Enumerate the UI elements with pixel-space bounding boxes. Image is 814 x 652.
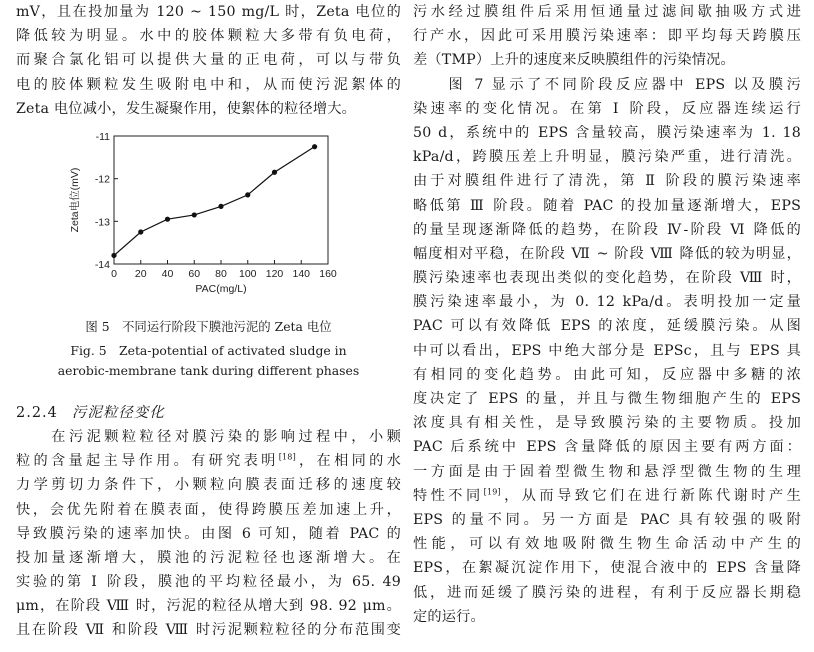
data-point — [165, 217, 170, 222]
text-line — [16, 425, 401, 449]
line-text: PAC 后系统中 EPS 含量降低的原因主要有两方面： — [413, 439, 801, 456]
line-text: 定的运行。 — [413, 608, 485, 625]
y-axis-label: Zeta电位(mV) — [69, 167, 81, 233]
text-line — [413, 194, 801, 218]
text-line — [16, 522, 401, 546]
text-line — [413, 169, 801, 193]
line-text: kPa/d，跨膜压差上升明显，膜污染严重，进行清洗。 — [413, 149, 801, 166]
text-line — [413, 363, 801, 387]
text-line — [16, 473, 401, 497]
line-text: 差（TMP）上升的速度来反映膜组件的污染情况。 — [413, 52, 735, 69]
line-text: 50 d，系统中的 EPS 含量较高，膜污染速率为 1. 18 — [413, 124, 801, 141]
right-column — [413, 0, 801, 629]
line-text-tail: ，从而导致它们在进行新陈代谢时产生 — [500, 487, 801, 504]
line-text: 粒的含量起主导作用。有研究表明 — [16, 453, 279, 470]
text-line — [413, 145, 801, 169]
text-line — [413, 581, 801, 605]
text-line — [413, 508, 801, 532]
text-line — [413, 460, 801, 484]
paragraph-particle-size — [16, 425, 401, 643]
data-point — [218, 204, 223, 209]
line-text: 图 7 显示了不同阶段反应器中 EPS 以及膜污 — [413, 76, 801, 93]
text-line — [413, 314, 801, 338]
line-text: 且在阶段 Ⅶ 和阶段 Ⅷ 时污泥颗粒粒径的分布范围变 — [16, 622, 401, 639]
paragraph-zeta-discussion — [16, 0, 401, 121]
data-point — [312, 144, 317, 149]
text-line — [413, 484, 801, 508]
line-text: 略低第 Ⅲ 阶段。随着 PAC 的投加量逐渐增大，EPS — [413, 197, 801, 214]
x-tick-label: 100 — [238, 267, 257, 280]
text-line — [413, 121, 801, 145]
text-line: Zeta 电位减小，发生凝聚作用，使絮体的粒径增大。 — [16, 100, 357, 117]
x-axis-label: PAC(mg/L) — [195, 282, 247, 295]
line-text: 浓度具有相关性，是导致膜污染的主要物质。投加 — [413, 415, 801, 432]
text-line — [413, 411, 801, 435]
line-text: 染速率的变化情况。在第 Ⅰ 阶段，反应器连续运行 — [413, 100, 801, 117]
text-line — [413, 532, 801, 556]
text-line — [413, 73, 801, 97]
zeta-potential-chart — [66, 131, 356, 331]
section-heading — [16, 401, 401, 425]
text-line — [16, 594, 401, 618]
line-text: 行产水，因此可采用膜污染速率：即平均每天跨膜压 — [413, 28, 801, 45]
line-text: 的量呈现逐渐降低的趋势，在阶段 Ⅳ-阶段 Ⅵ 降低的 — [413, 221, 801, 238]
x-tick-label: 80 — [215, 267, 227, 280]
x-tick-label: 40 — [161, 267, 174, 280]
line-text: 中可以看出，EPS 中绝大部分是 EPSc，且与 EPS 具 — [413, 342, 801, 359]
x-tick-label: 140 — [292, 267, 311, 280]
text-line — [16, 498, 401, 522]
x-tick-label: 0 — [111, 267, 117, 280]
figure-caption-en-1: Fig. 5 Zeta-potential of activated sludge in — [70, 342, 347, 358]
series-line — [114, 147, 315, 256]
text-line — [16, 449, 401, 473]
line-text: 快，会优先附着在膜表面，使得跨膜压差加速上升， — [16, 501, 401, 518]
line-text: 性能，可以有效地吸附微生物生命活动中产生的 — [413, 536, 801, 553]
text-line — [413, 556, 801, 580]
line-text: 导致膜污染的速率加快。由图 6 可知，随着 PAC 的 — [16, 525, 401, 542]
y-tick-label: -11 — [95, 130, 110, 143]
line-text: 特性不同 — [413, 487, 484, 504]
text-line — [16, 570, 401, 594]
x-tick-label: 120 — [265, 267, 284, 280]
data-point — [245, 192, 250, 197]
text-line — [413, 605, 801, 629]
text-line — [413, 266, 801, 290]
y-tick-label: -12 — [94, 173, 110, 186]
line-text: 污水经过膜组件后采用恒通量过滤间歇抽吸方式进 — [413, 4, 801, 20]
line-text: 力学剪切力条件下，小颗粒向膜表面迁移的速度较 — [16, 477, 401, 494]
text-line: 电的胶体颗粒发生吸附电中和，从而使污泥絮体的 — [16, 76, 401, 93]
x-tick-label: 160 — [319, 267, 337, 280]
data-point — [192, 212, 197, 217]
line-text: 由于对膜组件进行了清洗，第 Ⅱ 阶段的膜污染速率 — [413, 173, 801, 190]
citation-ref: [19] — [483, 487, 501, 497]
line-text: 度决定了 EPS 的量，并且与微生物细胞产生的 EPS — [413, 391, 801, 407]
line-text: 实验的第 Ⅰ 阶段，膜池的平均粒径最小，为 65. 49 — [16, 574, 401, 591]
line-text: 一方面是由于固着型微生物和悬浮型微生物的生理 — [413, 463, 801, 480]
text-line: 而聚合氯化铝可以提供大量的正电荷，可以与带负 — [16, 52, 401, 69]
text-line — [413, 339, 801, 363]
line-text-tail: ，在相同的水 — [295, 453, 401, 470]
text-line: mV，且在投加量为 120 ~ 150 mg/L 时，Zeta 电位的 — [16, 4, 401, 20]
text-line — [413, 48, 801, 72]
data-point — [138, 229, 143, 234]
line-text: 有相同的变化趋势。由此可知，反应器中多糖的浓 — [413, 366, 801, 383]
text-line — [16, 618, 401, 642]
line-text: PAC 可以有效降低 EPS 的浓度，延缓膜污染。从图 — [413, 318, 801, 335]
line-text: 膜污染速率最小，为 0. 12 kPa/d。表明投加一定量 — [413, 294, 801, 311]
text-line — [413, 387, 801, 411]
citation-ref: [18] — [278, 452, 296, 462]
text-line — [413, 24, 801, 48]
x-tick-label: 60 — [188, 267, 201, 280]
section-number: 2.2.4 — [16, 404, 58, 421]
data-point — [111, 253, 116, 258]
y-tick-label: -14 — [94, 258, 110, 271]
line-text: 在污泥颗粒粒径对膜污染的影响过程中，小颗 — [16, 428, 401, 445]
text-line — [413, 242, 801, 266]
figure-caption-en-2: aerobic-membrane tank during different phases — [57, 362, 360, 378]
y-tick-label: -13 — [94, 216, 110, 229]
line-text: μm，在阶段 Ⅷ 时，污泥的粒径从增大到 98. 92 μm。 — [16, 598, 401, 615]
line-text: 幅度相对平稳，在阶段 Ⅶ ~ 阶段 Ⅷ 降低的较为明显， — [413, 245, 801, 262]
x-tick-label: 20 — [134, 267, 147, 280]
text-line: 降低较为明显。水中的胶体颗粒大多带有负电荷， — [16, 28, 401, 45]
text-line — [413, 218, 801, 242]
line-text: EPS，在絮凝沉淀作用下，使混合液中的 EPS 含量降 — [413, 560, 801, 577]
data-point — [272, 170, 277, 175]
left-column — [16, 0, 401, 643]
plot-frame — [114, 136, 328, 264]
text-line — [413, 435, 801, 459]
figure-caption-cn: 图 5 不同运行阶段下膜池污泥的 Zeta 电位 — [85, 318, 332, 334]
text-line — [413, 290, 801, 314]
text-line — [16, 546, 401, 570]
line-text: 投加量逐渐增大，膜池的污泥粒径也逐渐增大。在 — [16, 549, 401, 566]
section-title: 污泥粒径变化 — [71, 404, 165, 421]
text-line — [413, 0, 801, 24]
line-text: 膜污染速率也表现出类似的变化趋势，在阶段 Ⅷ 时， — [413, 270, 801, 287]
line-text: 低，进而延缓了膜污染的进程，有利于反应器长期稳 — [413, 584, 801, 601]
text-line — [413, 97, 801, 121]
line-text: EPS 的量不同。另一方面是 PAC 具有较强的吸附 — [413, 511, 801, 528]
figure-5 — [16, 121, 401, 395]
